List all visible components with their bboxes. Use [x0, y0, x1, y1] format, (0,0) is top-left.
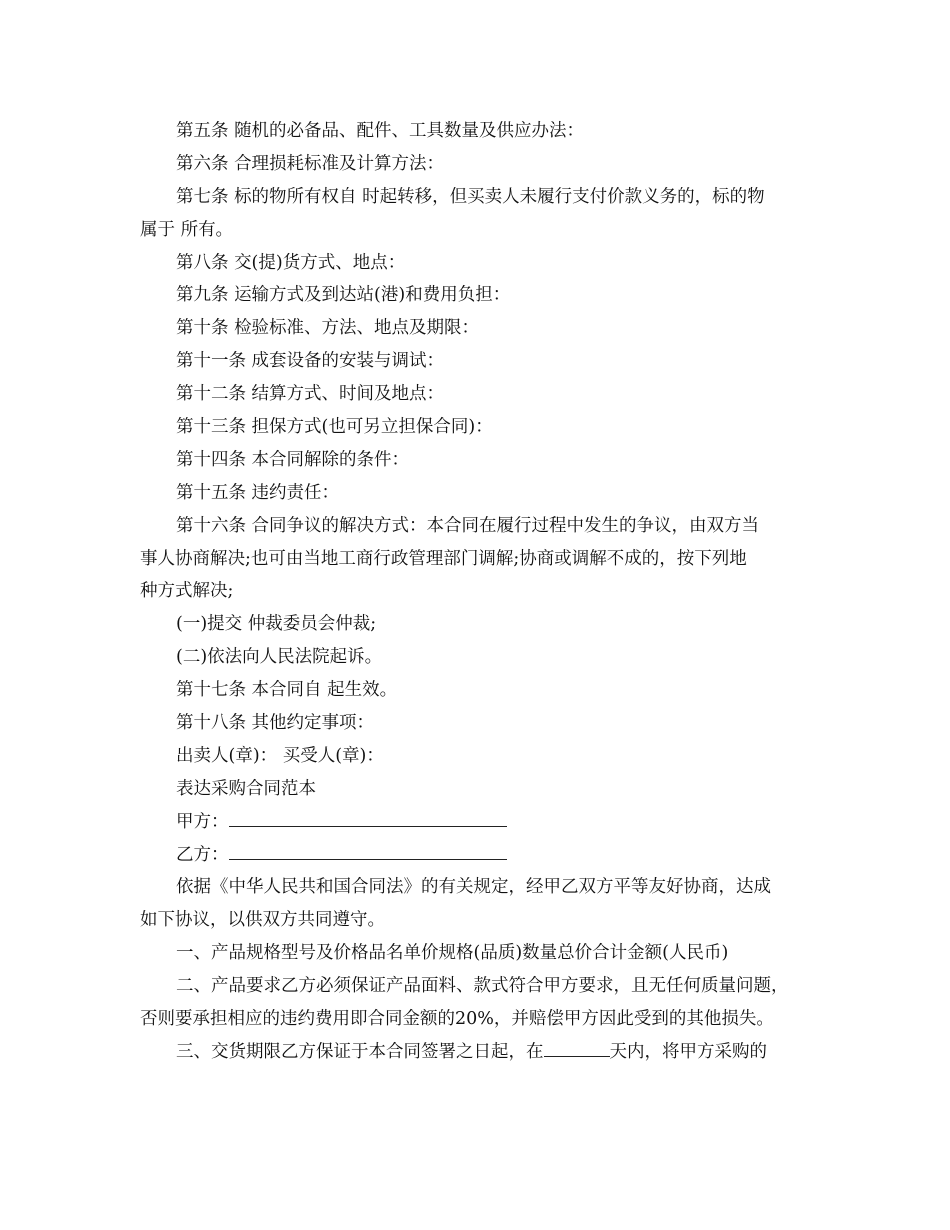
clause-3-text-a: 三、交货期限乙方保证于本合同签署之日起，在: [176, 1041, 544, 1062]
article-14: 第十四条 本合同解除的条件：: [176, 449, 410, 470]
clause-2: 二、产品要求乙方必须保证产品面料、款式符合甲方要求，且无任何质量问题，: [176, 976, 789, 997]
party-b-row: [140, 839, 820, 872]
article-17: 第十七条 本合同自 起生效。: [176, 680, 398, 701]
signature-line: 出卖人(章)： 买受人(章)：: [176, 745, 384, 766]
party-a-blank: [229, 810, 507, 827]
article-7: 第七条 标的物所有权自 时起转移，但买卖人未履行支付价款义务的，标的物: [176, 186, 765, 207]
article-16: 第十六条 合同争议的解决方式：本合同在履行过程中发生的争议，由双方当: [176, 515, 760, 536]
article-16-continued-2: 种方式解决;: [140, 581, 234, 602]
preamble-continued: 如下协议，以供双方共同遵守。: [140, 910, 385, 931]
article-5: 第五条 随机的必备品、配件、工具数量及供应办法：: [176, 121, 585, 141]
party-a-label: 甲方：: [176, 811, 229, 832]
article-10: 第十条 检验标准、方法、地点及期限：: [176, 318, 480, 339]
dispute-option-1: (一)提交 仲裁委员会仲裁;: [176, 614, 377, 635]
clause-2-continued: 否则要承担相应的违约费用即合同金额的20%，并赔偿甲方因此受到的其他损失。: [140, 1009, 774, 1030]
clause-3-text-b: 天内，将甲方采购的: [609, 1041, 767, 1062]
article-7-continued: 属于 所有。: [140, 219, 234, 240]
article-6: 第六条 合理损耗标准及计算方法：: [176, 153, 445, 174]
clause-1: 一、产品规格型号及价格品名单价规格(品质)数量总价合计金额(人民币): [176, 943, 729, 964]
document-body: [140, 115, 820, 1069]
preamble: 依据《中华人民共和国合同法》的有关规定，经甲乙双方平等友好协商，达成: [176, 877, 771, 898]
section-title: 表达采购合同范本: [176, 778, 316, 799]
article-16-continued: 事人协商解决;也可由当地工商行政管理部门调解;协商或调解不成的，按下列地: [140, 548, 747, 569]
article-18: 第十八条 其他约定事项：: [176, 713, 375, 734]
article-12: 第十二条 结算方式、时间及地点：: [176, 384, 445, 405]
clause-3: [140, 1036, 820, 1069]
party-b-blank: [229, 843, 507, 860]
article-13: 第十三条 担保方式(也可另立担保合同)：: [176, 417, 493, 438]
days-blank: [544, 1040, 610, 1057]
article-15: 第十五条 违约责任：: [176, 482, 340, 503]
article-8: 第八条 交(提)货方式、地点：: [176, 252, 406, 273]
dispute-option-2: (二)依法向人民法院起诉。: [176, 647, 383, 668]
article-11: 第十一条 成套设备的安装与调试：: [176, 351, 445, 372]
article-9: 第九条 运输方式及到达站(港)和费用负担：: [176, 285, 511, 306]
party-a-row: [140, 806, 820, 839]
party-b-label: 乙方：: [176, 844, 229, 865]
